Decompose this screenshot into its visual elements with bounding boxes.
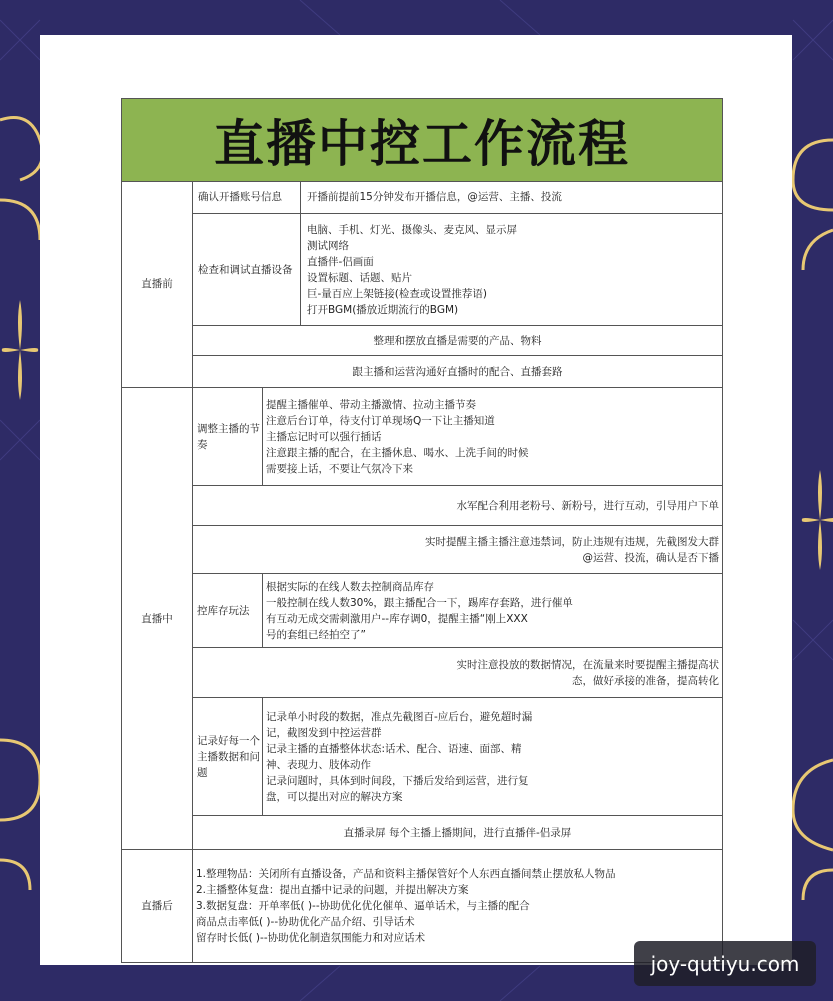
rhythm-list — [262, 387, 722, 485]
stock-label: 控库存玩法 — [192, 573, 262, 647]
products-row: 整理和摆放直播是需要的产品、物料 — [192, 325, 722, 355]
record-line: 记，截图发到中控运营群 — [266, 726, 382, 739]
record-label: 记录好每一个主播数据和问题 — [192, 697, 262, 815]
watermark-badge — [634, 941, 816, 986]
after-line: 1.整理物品：关闭所有直播设备，产品和资料主播保管好个人东西直播间禁止摆放私人物品 — [196, 868, 616, 880]
equipment-line: 巨-量百应上架链接(检查或设置推荐语) — [307, 287, 487, 300]
equipment-label: 检查和调试直播设备 — [192, 213, 300, 325]
stock-line: 号的套组已经拍空了” — [266, 628, 366, 641]
sync-row: 跟主播和运营沟通好直播时的配合、直播套路 — [192, 355, 722, 387]
water-army-row: 水军配合利用老粉号、新粉号，进行互动，引导用户下单 — [192, 485, 722, 525]
after-line: 2.主播整体复盘：提出直播中记录的问题，并提出解决方案 — [196, 884, 469, 896]
equipment-line: 测试网络 — [307, 239, 349, 252]
data-watch-line: 态，做好承接的准备，提高转化 — [572, 674, 719, 687]
rhythm-line: 注意跟主播的配合，在主播休息、喝水、上洗手间的时候 — [266, 446, 529, 459]
rhythm-line: 提醒主播催单、带动主播激情、拉动主播节奏 — [266, 398, 476, 411]
rhythm-line: 主播忘记时可以强行插话 — [266, 430, 382, 443]
confirm-account-label: 确认开播账号信息 — [192, 181, 300, 213]
record-line: 记录单小时段的数据，准点先截图百-应后台，避免超时漏 — [266, 710, 533, 723]
stock-line: 根据实际的在线人数去控制商品库存 — [266, 580, 434, 593]
rhythm-label: 调整主播的节奏 — [192, 387, 262, 485]
recording-row: 直播录屏 每个主播上播期间，进行直播伴-侣录屏 — [192, 815, 722, 849]
workflow-table — [121, 98, 723, 963]
after-line: 3.数据复盘：开单率低( )--协助优化优化催单、逼单话术，与主播的配合 — [196, 900, 530, 912]
warning-line: @运营、投流，确认是否下播 — [582, 551, 719, 564]
rhythm-line: 需要接上话，不要让气氛冷下来 — [266, 462, 413, 475]
data-watch-line: 实时注意投放的数据情况，在流量来时要提醒主播提高状 — [456, 658, 719, 671]
record-line: 记录问题时，具体到时间段，下播后发给到运营，进行复 — [266, 774, 529, 787]
equipment-line: 电脑、手机、灯光、摄像头、麦克风、显示屏 — [307, 223, 517, 236]
warning-line: 实时提醒主播主播注意违禁词，防止违规有违规，先截图发大群 — [425, 535, 719, 548]
section-label-after: 直播后 — [122, 849, 192, 962]
equipment-line: 打开BGM(播放近期流行的BGM) — [307, 303, 459, 316]
warning-row — [192, 525, 722, 573]
stock-line: 一般控制在线人数30%，跟主播配合一下，踢库存套路，进行催单 — [266, 596, 573, 609]
page-title: 直播中控工作流程 — [214, 115, 630, 173]
record-line: 记录主播的直播整体状态:话术、配合、语速、面部、精 — [266, 742, 522, 755]
record-line: 神、表现力、肢体动作 — [266, 758, 371, 771]
rhythm-line: 注意后台订单，待支付订单现场Q一下让主播知道 — [266, 414, 495, 427]
data-watch-row — [192, 647, 722, 697]
stock-list — [262, 573, 722, 647]
watermark-text: joy-qutiyu.com — [650, 951, 800, 976]
after-line: 留存时长低( )--协助优化制造氛围能力和对应话术 — [196, 932, 426, 944]
record-list — [262, 697, 722, 815]
equipment-line: 直播伴-侣画面 — [307, 255, 374, 268]
section-label-during: 直播中 — [122, 387, 192, 849]
equipment-line: 设置标题、话题、贴片 — [307, 271, 412, 284]
stock-line: 有互动无成交需刺激用户--库存调0，提醒主播“刚上XXX — [266, 612, 528, 625]
after-line: 商品点击率低( )--协助优化产品介绍、引导话术 — [196, 916, 415, 928]
confirm-account-text: 开播前提前15分钟发布开播信息，@运营、主播、投流 — [300, 181, 722, 213]
equipment-list — [300, 213, 722, 325]
record-line: 盘，可以提出对应的解决方案 — [266, 790, 403, 803]
section-label-before: 直播前 — [141, 278, 173, 290]
title-banner — [122, 99, 722, 182]
